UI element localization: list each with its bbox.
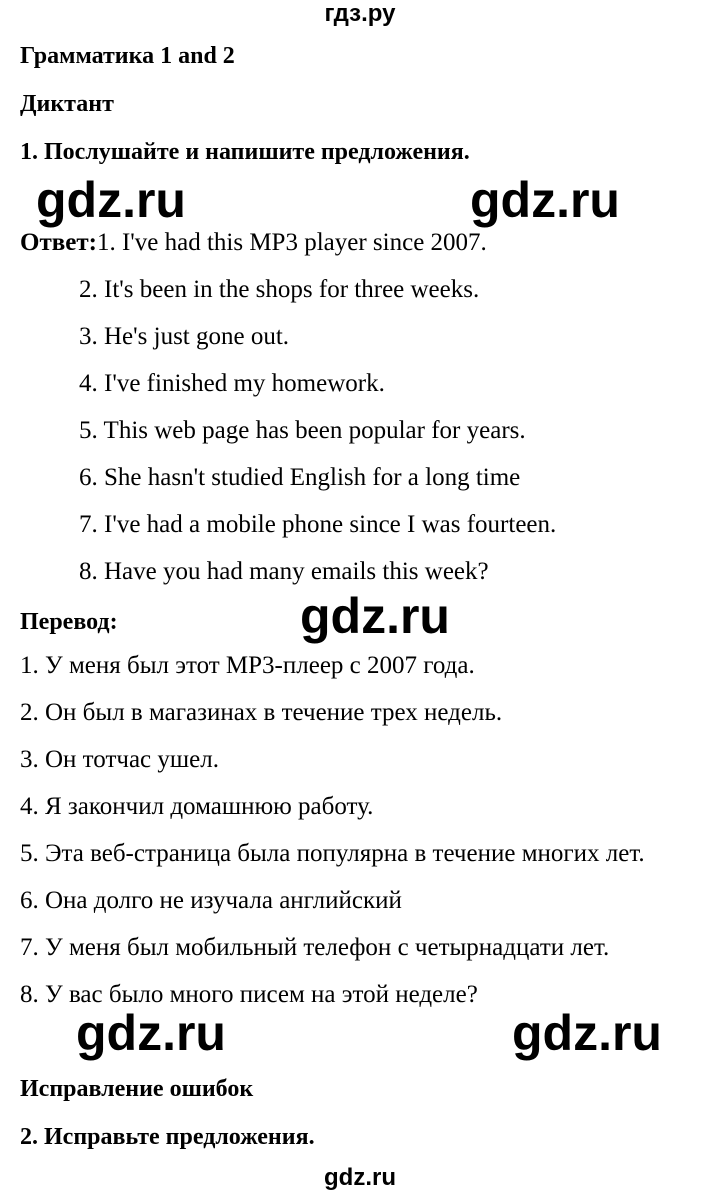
watermark: gdz.ru [300,588,450,644]
translation-line-1: 1. У меня был этот MP3-плеер с 2007 года. [20,652,475,679]
site-footer: gdz.ru [324,1164,396,1191]
translation-line-4: 4. Я закончил домашнюю работу. [20,793,374,820]
grammar-title: Грамматика 1 and 2 [20,43,235,69]
watermark: gdz.ru [512,1005,662,1061]
correction-title: Исправление ошибок [20,1076,254,1102]
answer-line-4: 4. I've finished my homework. [79,370,385,397]
translation-title: Перевод: [20,609,118,635]
task-2-title: 2. Исправьте предложения. [20,1124,315,1150]
translation-line-2: 2. Он был в магазинах в течение трех недель. [20,699,503,726]
watermark: gdz.ru [76,1005,226,1061]
translation-line-6: 6. Она долго не изучала английский [20,887,402,914]
answer-line-5: 5. This web page has been popular for years. [79,417,526,444]
answer-text: 1. I've had this MP3 player since 2007. [96,229,487,256]
answer-line-1 [20,228,487,258]
watermark: gdz.ru [470,172,620,228]
task-1-title: 1. Послушайте и напишите предложения. [20,139,470,165]
answer-line-2: 2. It's been in the shops for three weeks. [79,276,480,303]
dictation-title: Диктант [20,91,114,117]
answer-line-7: 7. I've had a mobile phone since I was fourteen. [79,511,557,538]
watermark: gdz.ru [36,172,186,228]
translation-line-7: 7. У меня был мобильный телефон с четырнадцати лет. [20,934,610,961]
answer-line-8: 8. Have you had many emails this week? [79,558,489,585]
site-header: гдз.ру [324,0,396,27]
answer-label: Ответ: [20,229,97,256]
answer-line-6: 6. She hasn't studied English for a long time [79,464,521,491]
answer-line-3: 3. He's just gone out. [79,323,290,350]
translation-line-8: 8. У вас было много писем на этой неделе? [20,981,478,1008]
translation-line-3: 3. Он тотчас ушел. [20,746,219,773]
translation-line-5: 5. Эта веб-страница была популярна в течение многих лет. [20,840,645,867]
